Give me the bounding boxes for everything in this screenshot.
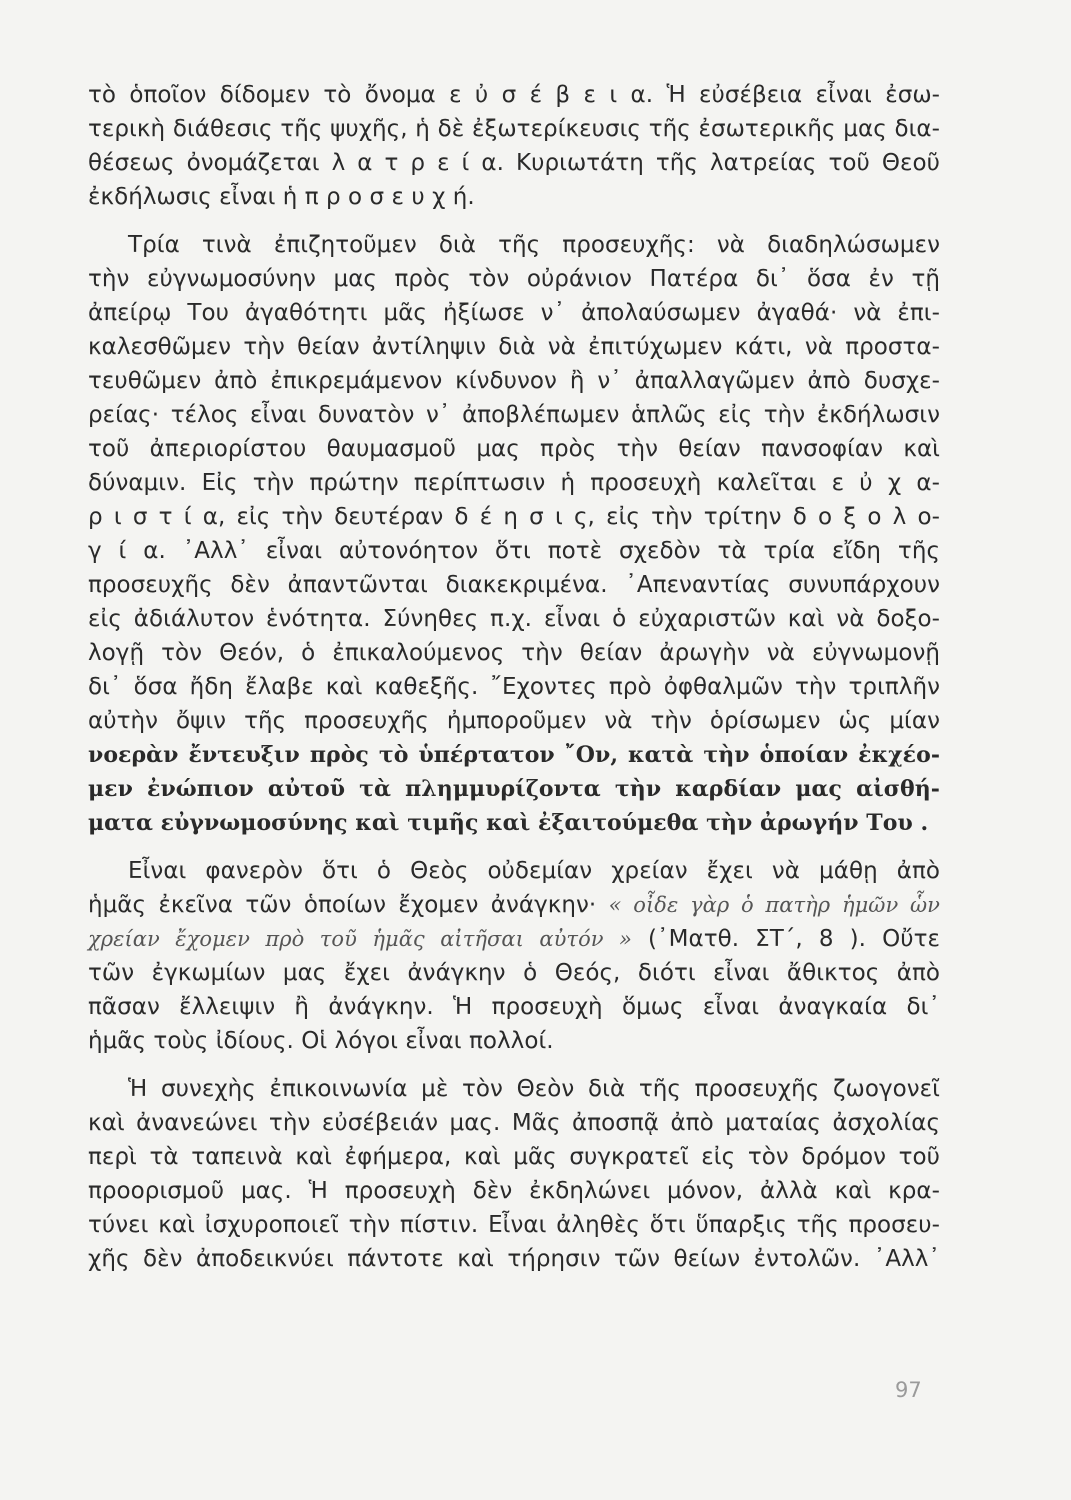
text-line: τῶν ἐγκωμίων μας ἔχει ἀνάγκην ὁ Θεός, διότι εἶναι ἄθικτος ἀπὸ xyxy=(88,960,940,986)
text-line: λογῇ τὸν Θεόν, ὁ ἐπικαλούμενος τὴν θείαν ἀρωγὴν νὰ εὐγνωμονῇ xyxy=(88,640,940,666)
text-line: χῆς δὲν ἀποδεικνύει πάντοτε καὶ τήρησιν τῶν θείων ἐντολῶν. ᾿Αλλ᾽ xyxy=(88,1246,940,1272)
text-line: πᾶσαν ἔλλειψιν ἢ ἀνάγκην. Ἡ προσευχὴ ὅμως εἶναι ἀναγκαία δι᾽ xyxy=(88,994,940,1020)
paragraph-3 xyxy=(88,854,940,1058)
text-line xyxy=(88,922,940,956)
text-line: θέσεως ὀνομάζεται λ α τ ρ ε ί α. Κυριωτάτη τῆς λατρείας τοῦ Θεοῦ xyxy=(88,150,940,176)
text-line: τερικὴ διάθεσις τῆς ψυχῆς, ἡ δὲ ἐξωτερίκευσις τῆς ἐσωτερικῆς μας δια- xyxy=(88,116,940,142)
bold-text-line: νοερὰν ἔντευξιν πρὸς τὸ ὑπέρτατον ῎Ον, κατὰ τὴν ὁποίαν ἐκχέο- xyxy=(88,742,940,768)
text-line: εἰς ἀδιάλυτον ἑνότητα. Σύνηθες π.χ. εἶναι ὁ εὐχαριστῶν καὶ νὰ δοξο- xyxy=(88,606,940,632)
paragraph-1 xyxy=(88,78,940,214)
text-line: καλεσθῶμεν τὴν θείαν ἀντίληψιν διὰ νὰ ἐπιτύχωμεν κάτι, νὰ προστα- xyxy=(88,334,940,360)
text-line: τευθῶμεν ἀπὸ ἐπικρεμάμενον κίνδυνον ἢ ν᾽ ἀπαλλαγῶμεν ἀπὸ δυσχε- xyxy=(88,368,940,394)
text-line: τὸ ὁποῖον δίδομεν τὸ ὄνομα ε ὐ σ έ β ε ι α. Ἡ εὐσέβεια εἶναι ἐσω- xyxy=(88,82,940,108)
text-line: ἡμᾶς τοὺς ἰδίους. Οἱ λόγοι εἶναι πολλοί. xyxy=(88,1028,554,1054)
text-line: περὶ τὰ ταπεινὰ καὶ ἐφήμερα, καὶ μᾶς συγκρατεῖ εἰς τὸν δρόμον τοῦ xyxy=(88,1144,940,1170)
text-line: ρείας· τέλος εἶναι δυνατὸν ν᾽ ἀποβλέπωμεν ἁπλῶς εἰς τὴν ἐκδήλωσιν xyxy=(88,402,940,428)
paragraph-2 xyxy=(88,228,940,840)
text-line: ρ ι σ τ ί α, εἰς τὴν δευτέραν δ έ η σ ι ς, εἰς τὴν τρίτην δ ο ξ ο λ ο- xyxy=(88,504,940,530)
page-number: 97 xyxy=(895,1378,922,1402)
bold-text-line: ματα εὐγνωμοσύνης καὶ τιμῆς καὶ ἐξαιτούμεθα τὴν ἀρωγήν Του . xyxy=(88,810,929,836)
text-line: δι᾽ ὅσα ἤδη ἔλαβε καὶ καθεξῆς. ῎Εχοντες πρὸ ὀφθαλμῶν τὴν τριπλῆν xyxy=(88,674,940,700)
text-line xyxy=(88,888,940,922)
text-line: τύνει καὶ ἰσχυροποιεῖ τὴν πίστιν. Εἶναι ἀληθὲς ὅτι ὕπαρξις τῆς προσευ- xyxy=(88,1212,940,1238)
quotation-italic: « οἶδε γὰρ ὁ πατὴρ ἡμῶν ὧν xyxy=(608,893,940,917)
text-line: Εἶναι φανερὸν ὅτι ὁ Θεὸς οὐδεμίαν χρείαν ἔχει νὰ μάθῃ ἀπὸ xyxy=(128,858,940,884)
text-line: Ἡ συνεχὴς ἐπικοινωνία μὲ τὸν Θεὸν διὰ τῆς προσευχῆς ζωογονεῖ xyxy=(128,1076,940,1102)
text-line: προσευχῆς δὲν ἀπαντῶνται διακεκριμένα. ᾿Απεναντίας συνυπάρχουν xyxy=(88,572,940,598)
text-span: ἡμᾶς ἐκεῖνα τῶν ὁποίων ἔχομεν ἀνάγκην· xyxy=(88,892,597,918)
text-line: καὶ ἀνανεώνει τὴν εὐσέβειάν μας. Μᾶς ἀποσπᾷ ἀπὸ ματαίας ἀσχολίας xyxy=(88,1110,940,1136)
quotation-italic: χρείαν ἔχομεν πρὸ τοῦ ἡμᾶς αἰτῆσαι αὐτόν » xyxy=(88,927,632,951)
text-line: δύναμιν. Εἰς τὴν πρώτην περίπτωσιν ἡ προσευχὴ καλεῖται ε ὐ χ α- xyxy=(88,470,940,496)
text-line: προορισμοῦ μας. Ἡ προσευχὴ δὲν ἐκδηλώνει μόνον, ἀλλὰ καὶ κρα- xyxy=(88,1178,940,1204)
page-body xyxy=(88,78,940,1418)
text-line: αὐτὴν ὄψιν τῆς προσευχῆς ἠμποροῦμεν νὰ τὴν ὁρίσωμεν ὡς μίαν xyxy=(88,708,940,734)
text-line: ἀπείρῳ Του ἀγαθότητι μᾶς ἠξίωσε ν᾽ ἀπολαύσωμεν ἀγαθά· νὰ ἐπι- xyxy=(88,300,940,326)
text-line: Τρία τινὰ ἐπιζητοῦμεν διὰ τῆς προσευχῆς: νὰ διαδηλώσωμεν xyxy=(128,232,940,258)
text-line: γ ί α. ᾿Αλλ᾽ εἶναι αὐτονόητον ὅτι ποτὲ σχεδὸν τὰ τρία εἴδη τῆς xyxy=(88,538,940,564)
text-line: ἐκδήλωσις εἶναι ἡ π ρ ο σ ε υ χ ή. xyxy=(88,184,475,210)
text-line: τὴν εὐγνωμοσύνην μας πρὸς τὸν οὐράνιον Πατέρα δι᾽ ὅσα ἐν τῇ xyxy=(88,266,940,292)
paragraph-4 xyxy=(88,1072,940,1276)
text-line: τοῦ ἀπεριορίστου θαυμασμοῦ μας πρὸς τὴν θείαν πανσοφίαν καὶ xyxy=(88,436,940,462)
bold-text-line: μεν ἐνώπιον αὐτοῦ τὰ πλημμυρίζοντα τὴν καρδίαν μας αἰσθή- xyxy=(88,776,940,802)
citation: (᾿Ματθ. ΣΤ΄, 8 ). Οὔτε xyxy=(648,926,940,952)
